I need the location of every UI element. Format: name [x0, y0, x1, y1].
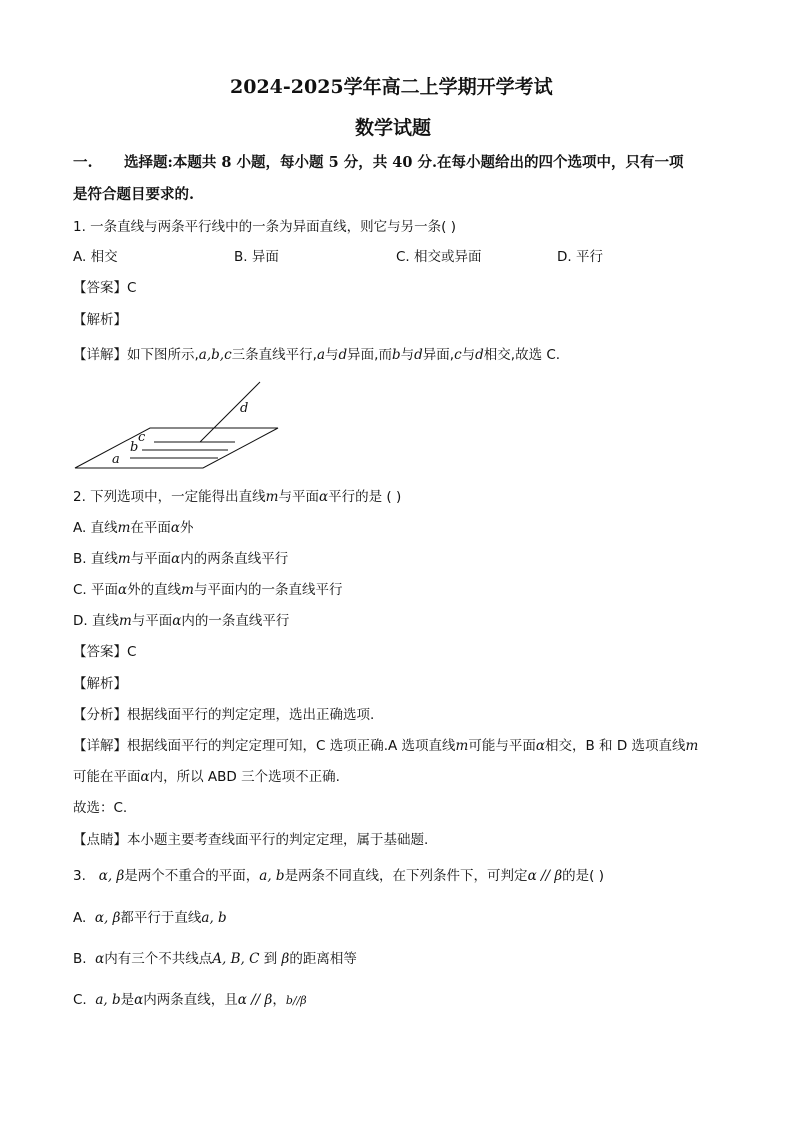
- q2-detail-line1: 【详解】根据线面平行的判定定理可知，C 选项正确.A 选项直线m可能与平面α相交，B 和 D 选项直线m: [73, 738, 699, 754]
- section-instruction-line2: 是符合题目要求的.: [73, 186, 195, 203]
- q1-option-b: B. 异面: [234, 249, 279, 265]
- page-title: 2024-2025学年高二上学期开学考试: [230, 76, 553, 98]
- section-number: 一.: [73, 154, 93, 171]
- page-subtitle: 数学试题: [355, 117, 432, 139]
- q1-stem: 1. 一条直线与两条平行线中的一条为异面直线，则它与另一条( ): [73, 219, 456, 235]
- q2-option-a: A. 直线m在平面α外: [73, 520, 194, 536]
- q2-option-d: D. 直线m与平面α内的一条直线平行: [73, 613, 290, 629]
- q3-option-a: A. α, β都平行于直线a, b: [73, 910, 227, 926]
- q2-dianjing: 【点睛】本小题主要考查线面平行的判定定理，属于基础题.: [73, 832, 429, 848]
- q2-fenxi: 【分析】根据线面平行的判定定理，选出正确选项.: [73, 707, 375, 723]
- q3-option-c: C. a, b是α内两条直线，且α // β，b//β: [73, 992, 307, 1008]
- q1-option-d: D. 平行: [557, 249, 603, 265]
- q2-answer: 【答案】C: [73, 644, 137, 660]
- q1-answer: 【答案】C: [73, 280, 137, 296]
- q2-option-b: B. 直线m与平面α内的两条直线平行: [73, 551, 289, 567]
- label-c: c: [138, 430, 146, 445]
- q3-option-b: B. α内有三个不共线点A, B, C 到 β的距离相等: [73, 951, 357, 967]
- q3-stem: 3. α, β是两个不重合的平面，a, b是两条不同直线，在下列条件下，可判定α // β的是( ): [73, 868, 604, 884]
- q1-analysis: 【解析】: [73, 312, 127, 328]
- section-instruction-line1: 选择题:本题共 8 小题，每小题 5 分，共 40 分.在每小题给出的四个选项中，只有一项: [124, 154, 684, 171]
- label-a: a: [112, 452, 120, 467]
- line-d: [200, 382, 260, 442]
- q1-option-c: C. 相交或异面: [396, 249, 482, 265]
- q1-detail: 【详解】如下图所示,a,b,c三条直线平行,a与d异面,而b与d异面,c与d相交,故选 C.: [73, 347, 561, 363]
- q2-guxuan: 故选：C.: [73, 800, 128, 816]
- q2-stem: 2. 下列选项中，一定能得出直线m与平面α平行的是 ( ): [73, 489, 402, 505]
- label-d: d: [240, 401, 249, 416]
- plane-parallelogram: [75, 428, 278, 468]
- q1-plane-figure: [70, 375, 290, 475]
- q1-option-a: A. 相交: [73, 249, 118, 265]
- q2-detail-line2: 可能在平面α内，所以 ABD 三个选项不正确.: [73, 769, 340, 785]
- q2-option-c: C. 平面α外的直线m与平面内的一条直线平行: [73, 582, 343, 598]
- label-b: b: [130, 440, 139, 455]
- q2-analysis: 【解析】: [73, 676, 127, 692]
